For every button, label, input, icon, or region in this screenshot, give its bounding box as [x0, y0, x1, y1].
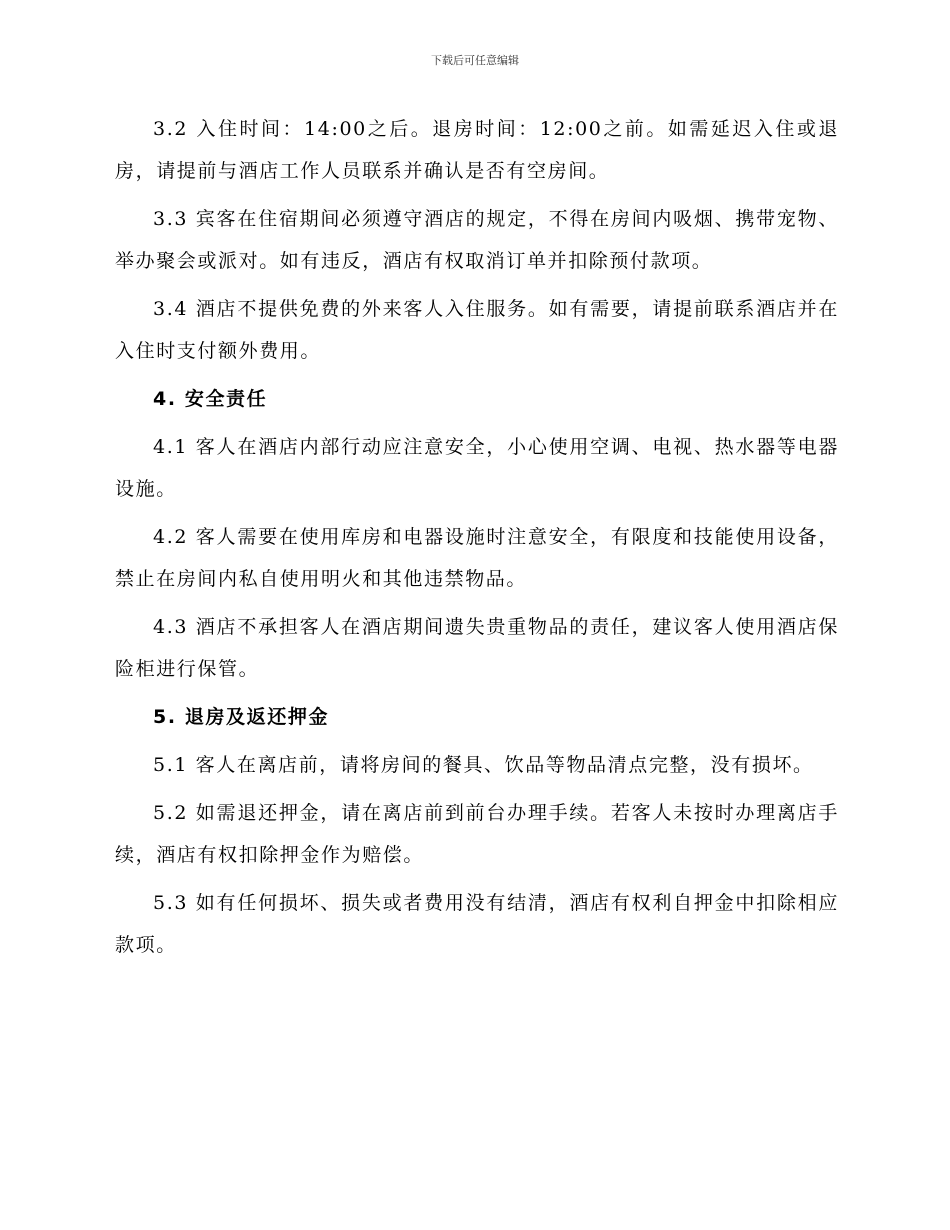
clause-4-1: 4.1 客人在酒店内部行动应注意安全，小心使用空调、电视、热水器等电器设施。 — [115, 436, 839, 500]
clause-3-4: 3.4 酒店不提供免费的外来客人入住服务。如有需要，请提前联系酒店并在入住时支付额外费用。 — [115, 298, 839, 362]
section-5-heading: 5. 退房及返还押金 — [153, 706, 330, 728]
clause-4-2: 4.2 客人需要在使用库房和电器设施时注意安全，有限度和技能使用设备，禁止在房间内私自使用明火和其他违禁物品。 — [115, 526, 839, 590]
section-4-heading: 4. 安全责任 — [153, 388, 268, 410]
page-header-note: 下载后可任意编辑 — [431, 54, 519, 67]
clause-4-3: 4.3 酒店不承担客人在酒店期间遗失贵重物品的责任，建议客人使用酒店保险柜进行保管。 — [115, 616, 839, 680]
clause-3-3: 3.3 宾客在住宿期间必须遵守酒店的规定，不得在房间内吸烟、携带宠物、举办聚会或派对。如有违反，酒店有权取消订单并扣除预付款项。 — [115, 208, 839, 272]
clause-5-1: 5.1 客人在离店前，请将房间的餐具、饮品等物品清点完整，没有损坏。 — [153, 754, 814, 776]
document-body — [115, 108, 839, 966]
clause-3-2: 3.2 入住时间：14:00之后。退房时间：12:00之前。如需延迟入住或退房，请提前与酒店工作人员联系并确认是否有空房间。 — [115, 118, 839, 182]
clause-5-2: 5.2 如需退还押金，请在离店前到前台办理手续。若客人未按时办理离店手续，酒店有权扣除押金作为赔偿。 — [115, 802, 839, 866]
clause-5-3: 5.3 如有任何损坏、损失或者费用没有结清，酒店有权利自押金中扣除相应款项。 — [115, 892, 839, 956]
